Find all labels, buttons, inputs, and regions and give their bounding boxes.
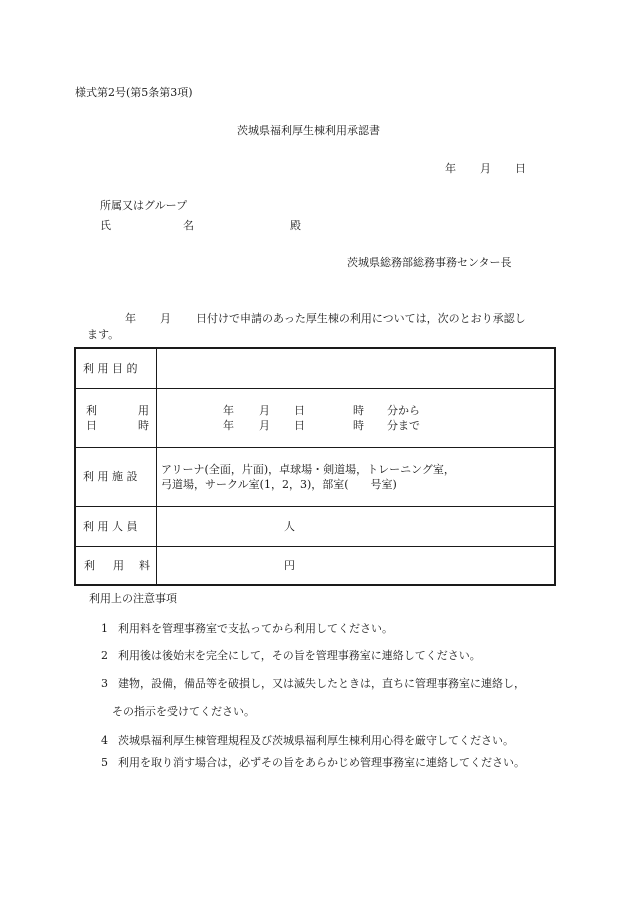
from-year: 年 [223, 404, 234, 417]
date-day: 日 [515, 162, 526, 175]
affiliation-label: 所属又はグループ [100, 199, 188, 212]
date-month: 月 [480, 162, 491, 175]
to-year: 年 [223, 419, 234, 432]
label-cell [76, 388, 157, 447]
intro-month: 月 [160, 312, 171, 325]
from-month: 月 [259, 404, 270, 417]
name-label-first: 氏 [100, 219, 111, 232]
facility-options-line2: 弓道場，サークル室(1，2，3)，部室( 号室) [161, 478, 397, 491]
form-number: 様式第2号(第5条第3項) [75, 86, 193, 99]
row-persons [76, 506, 554, 547]
persons-label: 利 用 人 員 [83, 520, 138, 533]
honorific: 殿 [290, 219, 301, 232]
to-day: 日 [294, 419, 305, 432]
note-text: 利用料を管理事務室で支払ってから利用してください。 [118, 622, 393, 635]
intro-year: 年 [125, 312, 136, 325]
label-cell [76, 349, 157, 388]
fee-label-3: 料 [139, 559, 150, 572]
label-cell [76, 506, 157, 546]
intro-line1: 日付けで申請のあった厚生棟の利用については，次のとおり承認し [196, 312, 526, 325]
row-purpose [76, 349, 554, 389]
to-suffix: 分まで [387, 419, 420, 432]
note-text: 利用を取り消す場合は，必ずその旨をあらかじめ管理事務室に連絡してください。 [118, 756, 525, 769]
facility-options-line1: アリーナ(全面，片面)，卓球場・剣道場，トレーニング室， [161, 463, 455, 476]
period-label-top-left: 利 [86, 404, 97, 417]
note-number: 4 [101, 734, 108, 747]
row-facility [76, 447, 554, 507]
period-label-bottom-left: 日 [86, 419, 97, 432]
name-label-second: 名 [183, 219, 194, 232]
intro-line2: ます。 [87, 328, 120, 341]
document-title: 茨城県福利厚生棟利用承認書 [237, 124, 380, 137]
approval-table [74, 347, 556, 586]
period-label-top-right: 用 [138, 404, 149, 417]
from-day: 日 [294, 404, 305, 417]
to-hour: 時 [353, 419, 364, 432]
period-label-bottom-right: 時 [138, 419, 149, 432]
label-cell [76, 546, 157, 584]
fee-label-1: 利 [84, 559, 95, 572]
facility-label: 利 用 施 設 [83, 470, 138, 483]
purpose-label: 利 用 目 的 [83, 362, 138, 375]
note-number: 2 [101, 649, 108, 662]
from-hour: 時 [353, 404, 364, 417]
to-month: 月 [259, 419, 270, 432]
row-period [76, 388, 554, 448]
note-text-continued: その指示を受けてください。 [112, 705, 255, 718]
note-text: 茨城県福利厚生棟管理規程及び茨城県福利厚生棟利用心得を厳守してください。 [118, 734, 514, 747]
notes-heading: 利用上の注意事項 [89, 592, 177, 605]
note-number: 1 [101, 622, 108, 635]
from-suffix: 分から [387, 404, 420, 417]
note-text: 利用後は後始末を完全にして，その旨を管理事務室に連絡してください。 [118, 649, 481, 662]
fee-label-2: 用 [113, 559, 124, 572]
date-year: 年 [445, 162, 456, 175]
row-fee [76, 546, 554, 584]
fee-unit: 円 [284, 559, 295, 572]
issuer: 茨城県総務部総務事務センター長 [347, 256, 512, 269]
note-number: 5 [101, 756, 108, 769]
label-cell [76, 447, 157, 506]
note-text: 建物，設備，備品等を破損し，又は滅失したときは，直ちに管理事務室に連絡し， [118, 677, 525, 690]
note-number: 3 [101, 677, 108, 690]
persons-unit: 人 [284, 520, 295, 533]
